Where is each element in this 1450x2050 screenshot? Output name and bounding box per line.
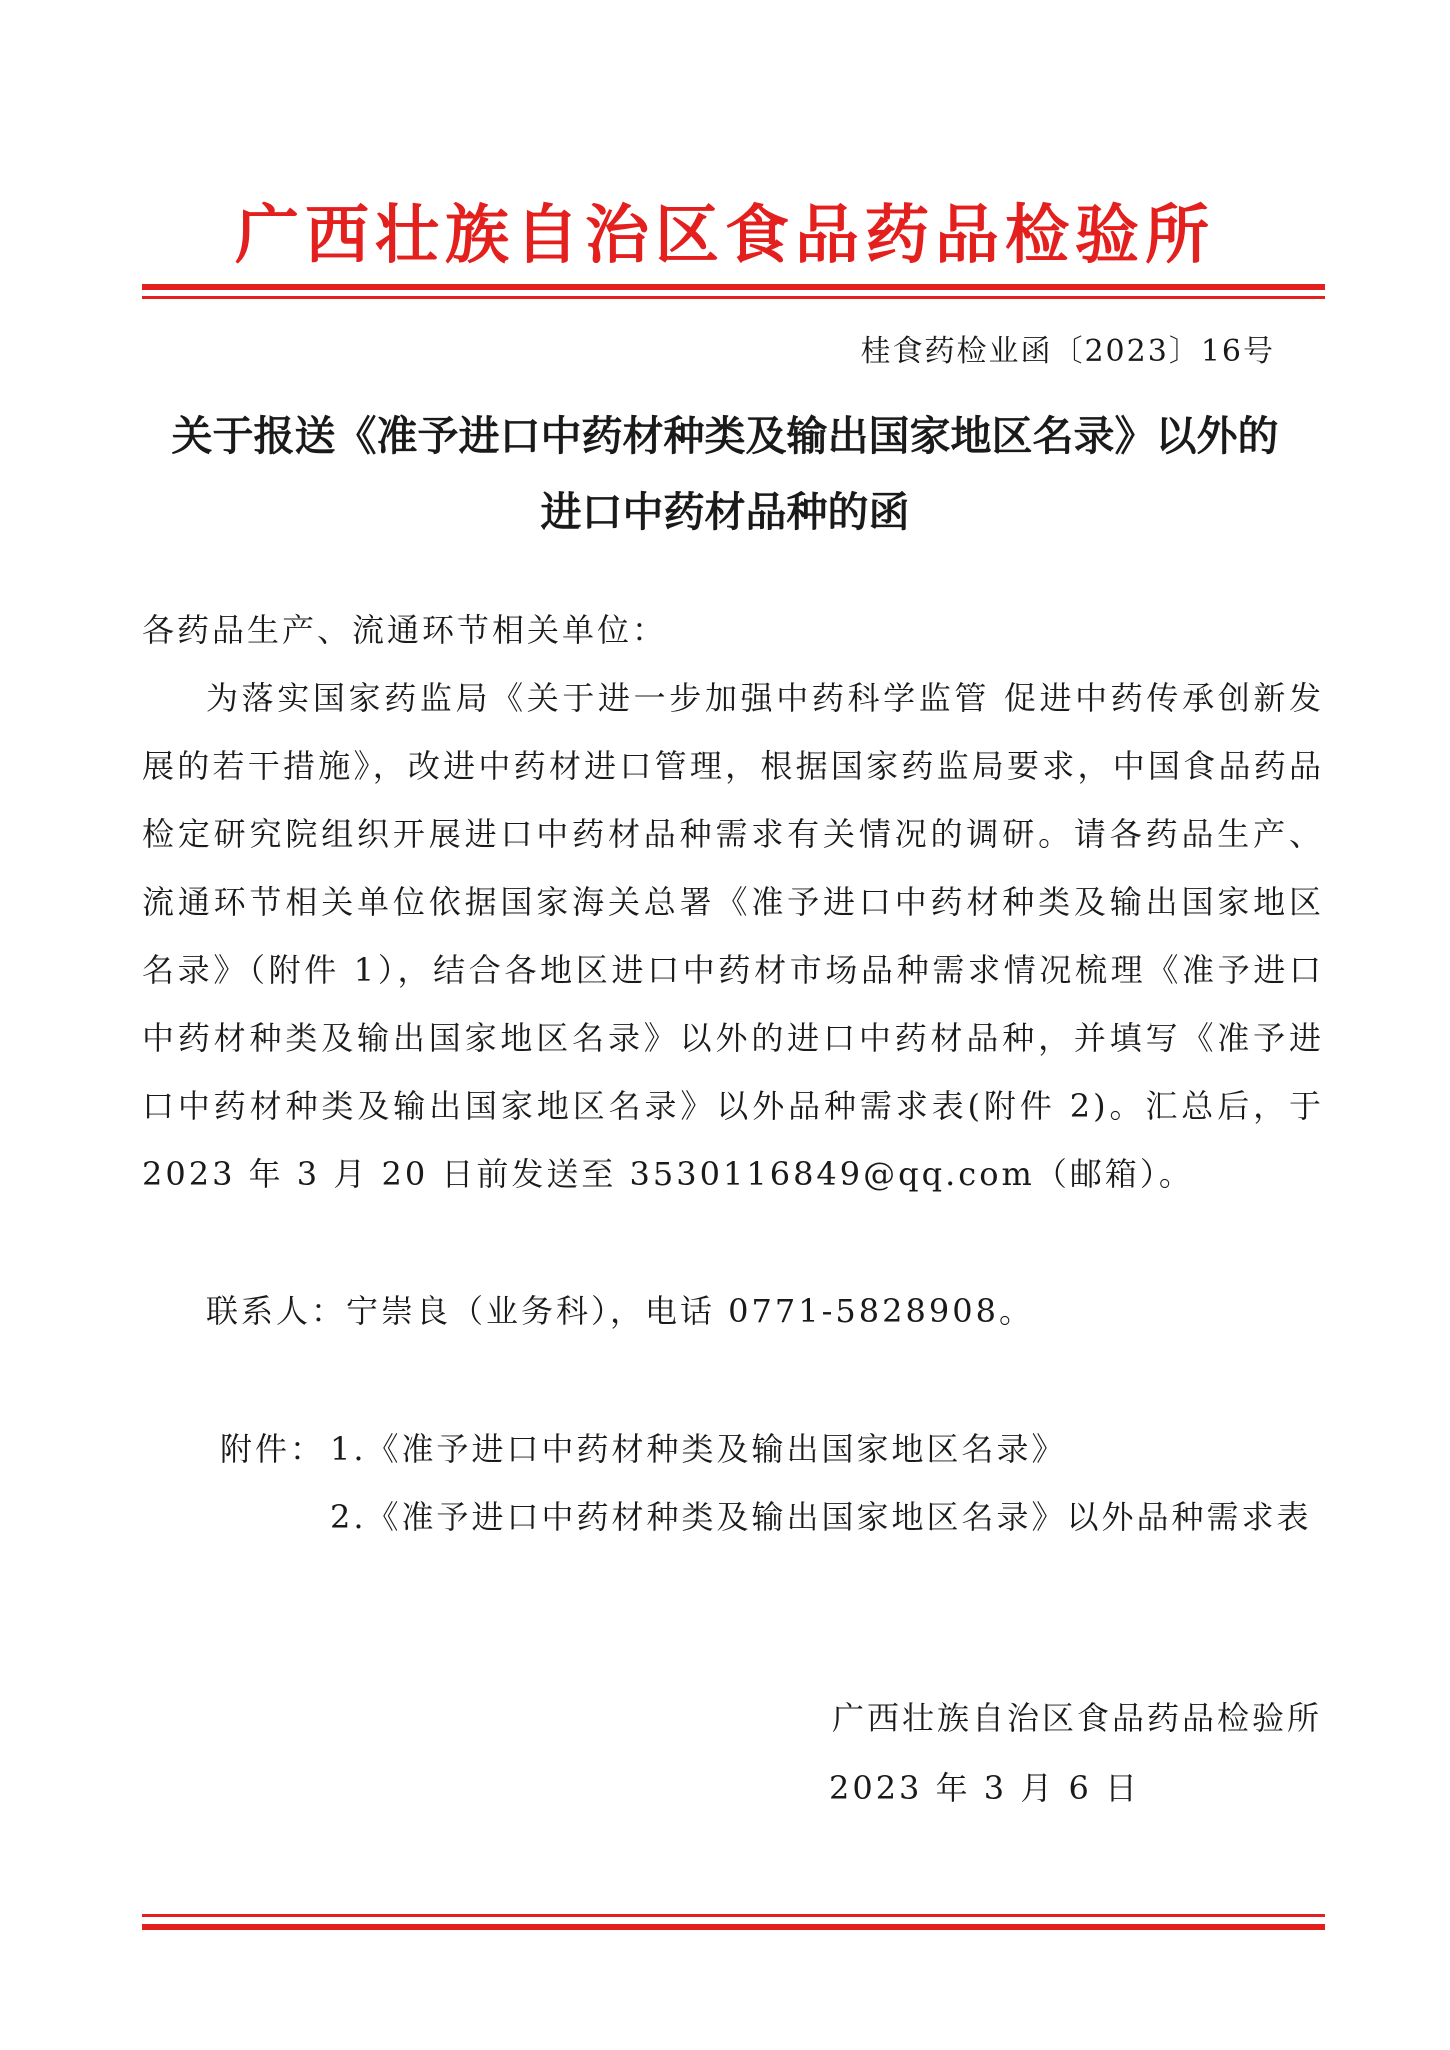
attachment-item-2-text: 2.《准予进口中药材种类及输出国家地区名录》以外品种需求表 [330,1498,1312,1536]
document-number: 桂食药检业函〔2023〕16号 [860,334,1275,369]
letterhead-rule-thick [142,284,1325,290]
salutation: 各药品生产、流通环节相关单位： [142,611,668,649]
document-title-line-1: 关于报送《准予进口中药材种类及输出国家地区名录》以外的 [171,412,1279,460]
document-title [130,398,1320,550]
body-paragraph: 为落实国家药监局《关于进一步加强中药科学监管 促进中药传承创新发展的若干措施》，改进中药材进口管理，根据国家药监局要求，中国食品药品检定研究院组织开展进口中药材品种需求有关情况的调研。请各药品生产、流通环节相关单位依据国家海关总署《准予进口中药材种类及输出国家地区名录》（附件 1），结合各地区进口中药材市场品种需求情况梳理《准予进口中药材种类及输出国家地区名录》以外的进口中药材品种，并填写《准予进口中药材种类及输出国家地区名录》以外品种需求表(附件 2)。汇总后，于 2023 年 3 月 20 日前发送至 3530116849@qq.com（邮箱）。 [142,679,1324,1193]
document-title-line-2: 进口中药材品种的函 [540,488,910,536]
signature-date: 2023 年 3 月 6 日 [828,1769,1140,1807]
attachment-item-1: 1.《准予进口中药材种类及输出国家地区名录》 [330,1430,1067,1468]
contact-line: 联系人：宁崇良（业务科），电话 0771-5828908。 [206,1292,1034,1330]
footer-rule-thin [142,1914,1325,1917]
attachments-label: 附件： [220,1430,326,1468]
signature-org: 广西壮族自治区食品药品检验所 [831,1699,1322,1737]
footer-rule-thick [142,1924,1325,1930]
letterhead-rule-thin [142,296,1325,299]
letterhead-title: 广西壮族自治区食品药品检验所 [235,198,1215,273]
attachment-item-2 [330,1483,1324,1551]
